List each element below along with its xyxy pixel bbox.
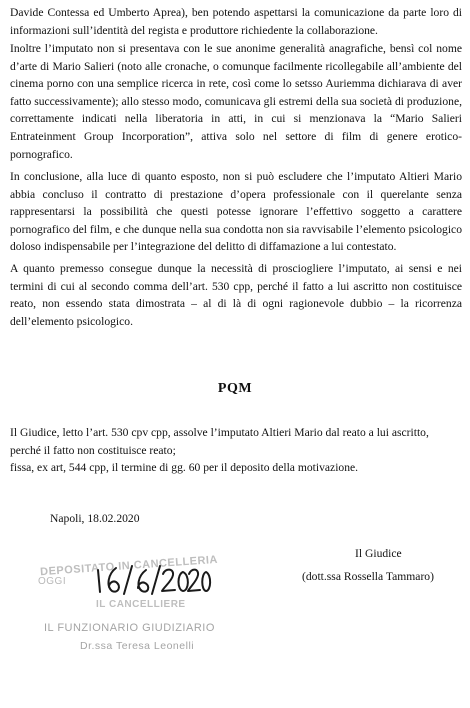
- paragraph-4: A quanto premesso consegue dunque la necessità di prosciogliere l’imputato, ai sensi e nei termini di cui al secondo comma dell’art. 530 cpp, perché il fatto a lui ascritto non costituisce reato, non essendo stata dimostrata – al di là di ogni ragionevole dubbio – la ricorrenza dell’elemento psicologico.: [10, 262, 462, 328]
- verdict-line-2: fissa, ex art, 544 cpp, il termine di gg. 60 per il deposito della motivazione.: [10, 461, 359, 475]
- paragraph-2: Inoltre l’imputato non si presentava con le sue anonime generalità anagrafiche, bensì col nome d’arte di Mario Salieri (noto alle cronache, o comunque facilmente ricollegabile all’ambiente del cinema porno con una semplice ricerca in rete, così come lo setsso Auriemma dichiarava di aver fatto successivamente); allo stesso modo, comunicava gli estremi della sua società di produzione, correttamente indicati nella liberatoria in atti, in cui si menzionava la “Mario Salieri Entrateinment Group Incorporation”, attiva solo nel settore di film di genere erotico-pornografico.: [10, 42, 462, 161]
- judge-title: Il Giudice: [355, 547, 402, 560]
- verdict-text: [10, 424, 462, 477]
- stamp-deposit-line: DEPOSITATO IN CANCELLERIA: [39, 553, 219, 579]
- stamp-oggi-line: OGGI: [38, 576, 67, 587]
- verdict-line-1: Il Giudice, letto l’art. 530 cpv cpp, assolve l’imputato Altieri Mario dal reato a lui ascritto, perché il fatto non costituisce reato;: [10, 426, 429, 457]
- handwritten-deposit-date: [92, 560, 212, 600]
- paragraph-3: In conclusione, alla luce di quanto esposto, non si può escludere che l’imputato Altieri Mario abbia concluso il contratto di prestazione d’opera professionale con il querelante senza rappresentarsi la possibilità che questi potesse ignorare l’effettivo soggetto a carattere pornografico del film, e che dunque nella sua condotta non sia ravvisabile l’elemento psicologico doloso indispensabile per l’integrazione del delitto di diffamazione a lui contestato.: [10, 170, 462, 254]
- place-date: Napoli, 18.02.2020: [50, 512, 140, 525]
- paragraph-1: Davide Contessa ed Umberto Aprea), ben potendo aspettarsi la comunicazione da parte loro di informazioni sull’identità del regista e produttore richiedente la collaborazione.: [10, 6, 462, 37]
- stamp-official-name: Dr.ssa Teresa Leonelli: [80, 640, 195, 652]
- judge-name: (dott.ssa Rossella Tammaro): [302, 570, 434, 583]
- stamp-official-line: IL FUNZIONARIO GIUDIZIARIO: [44, 622, 215, 634]
- section-heading-pqm: PQM: [217, 381, 253, 396]
- stamp-clerk-line: IL CANCELLIERE: [96, 599, 186, 610]
